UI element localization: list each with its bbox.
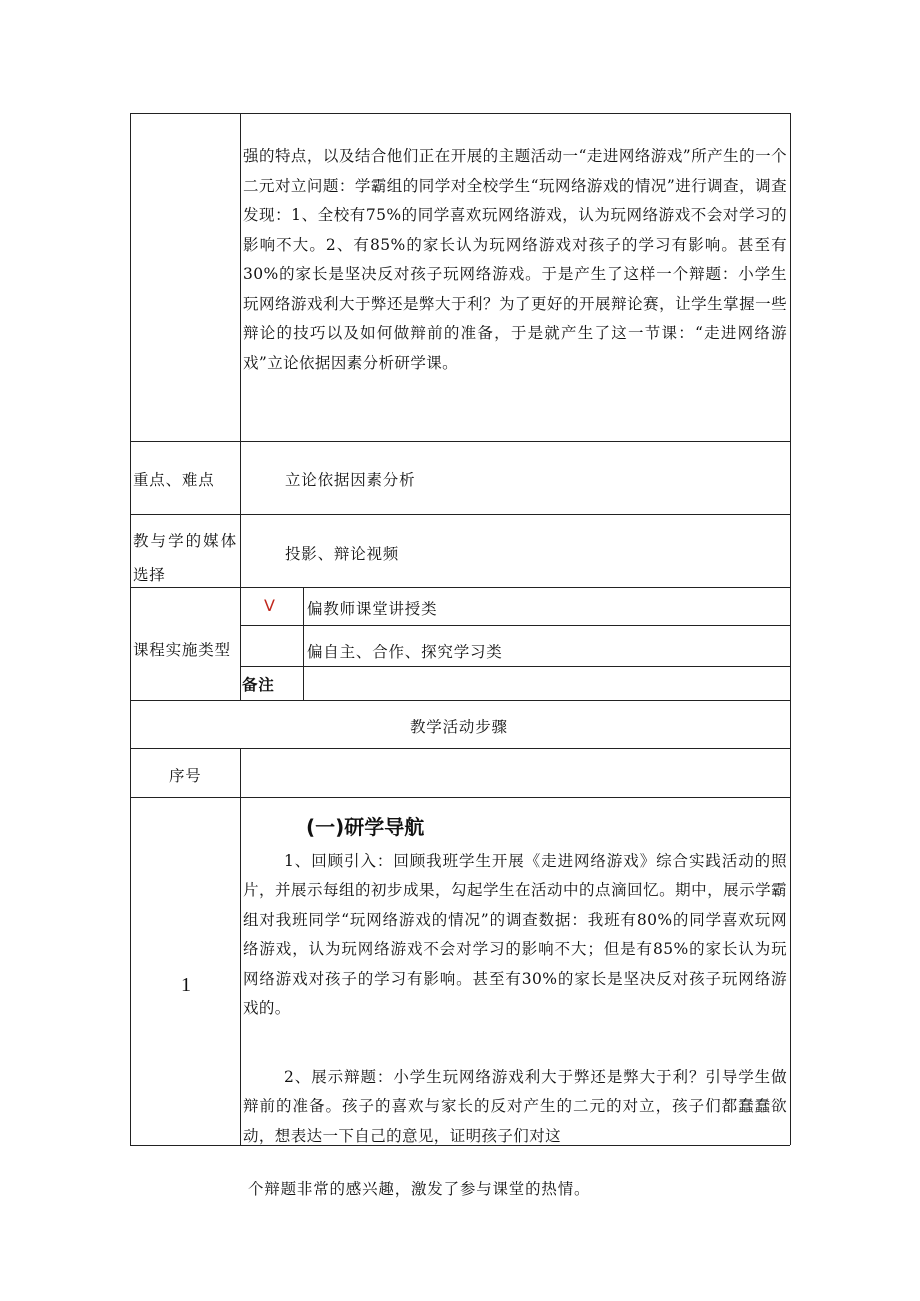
sequence-label: 序号	[169, 767, 202, 785]
steps-title: 教学活动步骤	[410, 718, 508, 736]
row-divider	[130, 700, 790, 701]
course-type-option-teacher: 偏教师课堂讲授类	[307, 600, 438, 618]
table-left-border	[130, 113, 131, 1145]
step-paragraph-1: 1、回顾引入：回顾我班学生开展《走进网络游戏》综合实践活动的照片，并展示每组的初步成果，勾起学生在活动中的点滴回忆。期中，展示学霸组对我班同学“玩网络游戏的情况”的调查数据：我班有80%的同学喜欢玩网络游戏，认为玩网络游戏不会对学习的影响不大；但是有85%的家长认为玩网络游戏对孩子的学习有影响。甚至有30%的家长是坚决反对孩子玩网络游戏的。	[243, 852, 787, 1018]
overflow-text: 个辩题非常的感兴趣，激发了参与课堂的热情。	[248, 1180, 591, 1198]
step-heading: (一)研学导航	[306, 815, 425, 839]
row-divider	[130, 514, 790, 515]
course-type-label: 课程实施类型	[133, 641, 231, 659]
row-divider	[130, 797, 790, 798]
media-value: 投影、辩论视频	[285, 545, 400, 563]
label-column-divider-top	[240, 113, 241, 700]
row-divider	[130, 748, 790, 749]
check-mark: V	[264, 596, 276, 615]
row-divider	[130, 441, 790, 442]
row-divider	[240, 666, 790, 667]
remarks-label: 备注	[242, 676, 275, 694]
row-divider	[240, 625, 790, 626]
table-right-border	[790, 113, 791, 1145]
course-type-option-self-study: 偏自主、合作、探究学习类	[307, 643, 503, 661]
key-points-label: 重点、难点	[133, 471, 215, 489]
course-type-divider	[303, 587, 304, 700]
key-points-value: 立论依据因素分析	[285, 471, 416, 489]
step-number: 1	[181, 974, 191, 996]
table-top-border	[130, 113, 790, 114]
background-paragraph: 强的特点，以及结合他们正在开展的主题活动一“走进网络游戏”所产生的一个二元对立问题：学霸组的同学对全校学生“玩网络游戏的情况”进行调查，调查发现：1、全校有75%的同学喜欢玩网络游戏，认为玩网络游戏不会对学习的影响不大。2、有85%的家长认为玩网络游戏对孩子的学习有影响。甚至有30%的家长是坚决反对孩子玩网络游戏。于是产生了这样一个辩题：小学生玩网络游戏利大于弊还是弊大于利？为了更好的开展辩论赛，让学生掌握一些辩论的技巧以及如何做辩前的准备，于是就产生了这一节课：“走进网络游戏”立论依据因素分析研学课。	[243, 147, 787, 372]
step-paragraph-2: 2、展示辩题：小学生玩网络游戏利大于弊还是弊大于利？引导学生做辩前的准备。孩子的喜欢与家长的反对产生的二元的对立，孩子们都蠢蠢欲动，想表达一下自己的意见，证明孩子们对这	[243, 1068, 787, 1145]
media-label: 教与学的媒体选择	[133, 532, 237, 584]
label-column-divider-bottom	[240, 748, 241, 1145]
